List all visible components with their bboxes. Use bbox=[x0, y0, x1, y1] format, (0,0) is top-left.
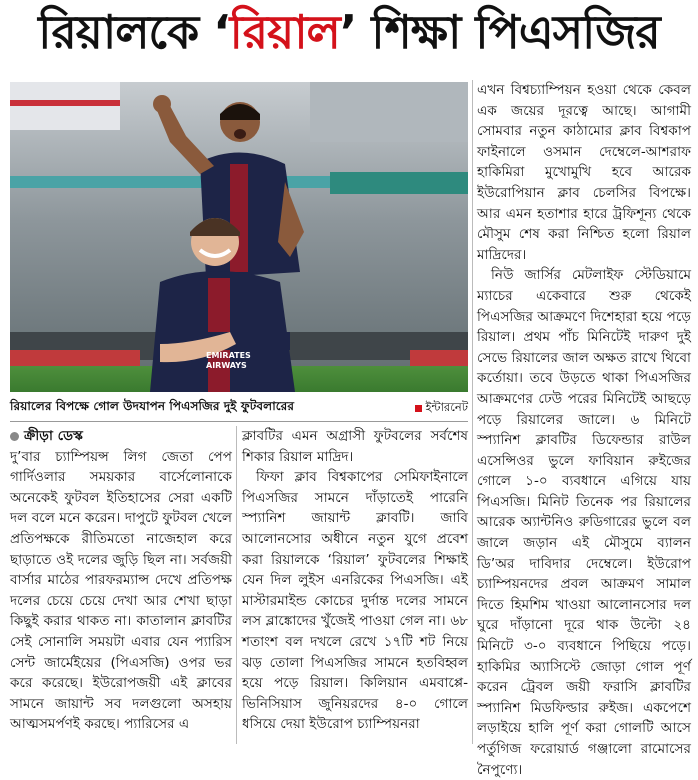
headline-part-1: রিয়ালকে ‘ bbox=[38, 5, 230, 59]
paragraph: ফিফা ক্লাব বিশ্বকাপের সেমিফাইনালে পিএসজির সামনে দাঁড়াতেই পারেনি স্প্যানিশ জায়ান্ট ক্লাবটি। জাবি আলোনসোর অধীনে নতুন যুগে প্রবেশ করা রিয়ালকে ‘রিয়াল’ ফুটবলের শিক্ষাই যেন দিল লুইস এনরিকের পিএসজি। এই মাস্টারমাইন্ড কোচের দুর্দান্ত দলের সামনে লস ব্লাঙ্কোদের খুঁজেই পাওয়া গেল না। ৬৮ শতাংশ বল দখলে রেখে ১৭টি শট নিয়ে ঝড় তোলা পিএসজির সামনে হতবিহ্বল হয়ে পড়ে রিয়াল। কিলিয়ান এমবাপ্পে-ভিনিসিয়াস জুনিয়রদের ৪-০ গোলে ধসিয়ে দেয়া ইউরোপ চ্যাম্পিয়নরা bbox=[242, 469, 468, 733]
paragraph: এখন বিশ্বচ্যাম্পিয়ন হওয়া থেকে কেবল এক জয়ের দূরত্বে আছে। আগামী সোমবার নতুন কাঠামোর ক্লাব বিশ্বকাপ ফাইনালে ওসমান দেম্বেলে-আশরাফ হাকিমিরা মুখোমুখি হবে আরেক ইউরোপিয়ান ক্লাব চেলসির বিপক্ষে। আর এমন হতাশার হারে ট্রফিশূন্য থেকে মৌসুম শেষ করা নিশ্চিত হলো রিয়াল মাদ্রিদের। bbox=[477, 82, 691, 263]
paragraph: ক্লাবটির এমন অগ্রাসী ফুটবলের সর্বশেষ শিকার রিয়াল মাদ্রিদ। bbox=[242, 428, 468, 465]
headline-part-2: ’ শিক্ষা পিএসজির bbox=[339, 5, 660, 59]
photo-caption: রিয়ালের বিপক্ষে গোল উদযাপন পিএসজির দুই ফুটবলারের bbox=[10, 399, 295, 413]
byline bbox=[10, 426, 232, 447]
photo-credit-text: ইন্টারনেট bbox=[425, 399, 468, 414]
column-divider bbox=[236, 426, 237, 744]
photo-credit bbox=[415, 399, 468, 418]
photo-caption-row bbox=[10, 395, 468, 422]
paragraph: দু’বার চ্যাম্পিয়ন্স লিগ জেতা পেপ গার্দিওলার সময়কার বার্সেলোনাকে অনেকেই ফুটবল ইতিহাসের সেরা একটি দল বলে মনে করেন। দাপুটে ফুটবল খেলে প্রতিপক্ষকে রীতিমতো নাজেহাল করে ছাড়াতে ওই দলের জুড়ি ছিল না। সর্বজয়ী বার্সার মাঠের পারফরম্যান্স দেখে প্রতিপক্ষ দলের চেয়ে চেয়ে দেখা আর শেখা ছাড়া কিছুই করার থাকত না। কাতালান ক্লাবটির সেই সোনালি সময়টা এবার যেন প্যারিস সেন্ট জার্মেইয়ের (পিএসজি) ওপর ভর করে করেছে। ইউরোপজয়ী এই ক্লাবের সামনে জায়ান্ট সব দলগুলো অসহায় আত্মসমর্পণই করছে। প্যারিসের এ bbox=[10, 448, 232, 733]
headline-accent: রিয়াল bbox=[229, 5, 340, 59]
jersey-text-1: EMIRATES bbox=[206, 351, 251, 360]
headline bbox=[0, 0, 698, 72]
football-celebration-photo bbox=[10, 82, 468, 392]
article-column-2 bbox=[242, 426, 468, 744]
red-square-icon bbox=[415, 405, 422, 412]
bullet-icon bbox=[10, 432, 19, 441]
byline-text: ক্রীড়া ডেস্ক bbox=[24, 428, 83, 444]
news-photo bbox=[10, 82, 468, 392]
jersey-text-2: AIRWAYS bbox=[206, 361, 247, 370]
article-column-1 bbox=[10, 426, 232, 744]
article-column-3 bbox=[477, 80, 691, 778]
paragraph: নিউ জার্সির মেটলাইফ স্টেডিয়ামে ম্যাচের একেবারে শুরু থেকেই পিএসজির আক্রমণে দিশেহারা হয়ে পড়ে রিয়াল। প্রথম পাঁচ মিনিটেই দারুণ দুই সেভে রিয়ালের জাল অক্ষত রাখে থিবো কর্তোয়া। তবে উড়তে থাকা পিএসজির আক্রমণের ঢেউ পরের মিনিটেই আছড়ে পড়ে রিয়ালের জালে। ৬ মিনিটে স্প্যানিশ ক্লাবটির ডিফেন্ডার রাউল এসেন্সিওর ভুলে ফাবিয়ান রুইজের গোলে ১-০ ব্যবধানে এগিয়ে যায় পিএসজি। মিনিট তিনেক পর রিয়ালের আরেক অ্যান্টনিও রুডিগারের ভুলে বল জালে জড়ান এই মৌসুমে ব্যালন ডি’অর দাবিদার দেম্বেলে। ইউরোপ চ্যাম্পিয়নদের প্রবল আক্রমণ সামাল দিতে হিমশিম খাওয়া আলোনসোর দল ঘুরে দাঁড়ানো দূরে থাক উল্টো ২৪ মিনিটে ৩-০ ব্যবধানে পিছিয়ে পড়ে। হাকিমির অ্যাসিস্টে জোড়া গোল পূর্ণ করেন ট্রেবল জয়ী ফরাসি ক্লাবটির স্প্যানিশ মিডফিল্ডার রুইজ। একপেশে লড়াইয়ে হালি পূর্ণ করা গোলটি আসে পর্তুগিজ ফরোয়ার্ড গঞ্জালো রামোসের নৈপুণ্যে। bbox=[477, 267, 691, 778]
column-divider bbox=[472, 80, 473, 744]
